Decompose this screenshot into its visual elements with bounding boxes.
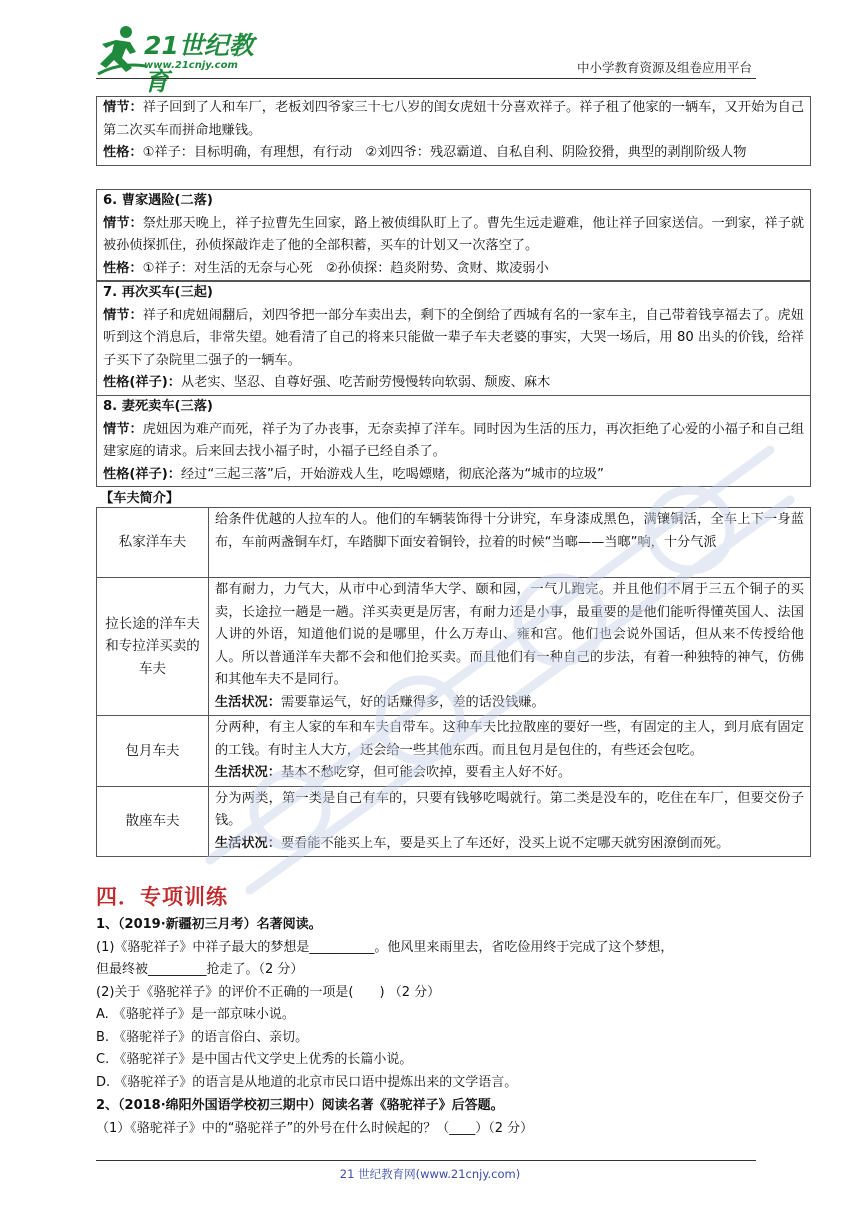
car-type-desc: 给条件优越的人拉车的人。他们的车辆装饰得十分讲究，车身漆成黑色，满镶铜活，全车上下一身蓝布，车前两盏铜车灯，车踏脚下面安着铜铃，拉着的时候“当啷——当啷”响，十分气派: [209, 508, 811, 578]
plot-section-8: [96, 395, 811, 487]
section-title: 6. 曹家遇险(二落): [103, 193, 213, 208]
section-title: 7. 再次买车(三起): [103, 285, 213, 300]
question-line: (1)《骆驼祥子》中祥子最大的梦想是__________。他风里来雨里去，省吃俭用终于完成了这个梦想，: [96, 939, 674, 955]
question-head: 2、（2018·绵阳外国语学校初三期中）阅读名著《骆驼祥子》后答题。: [96, 1098, 504, 1113]
header-divider: [96, 78, 756, 79]
plot-line: 情节：虎妞因为难产而死，祥子为了办丧事，无奈卖掉了洋车。同时因为生活的压力，再次拒绝了心爱的小福子和自己组建家庭的请求。后来回去找小福子时，小福子已经自杀了。: [103, 421, 805, 459]
plot-section-5: [96, 96, 811, 166]
footer-divider: [96, 1160, 756, 1161]
plot-line: 情节：祥子回到了人和车厂，老板刘四爷家三十七八岁的闺女虎妞十分喜欢祥子。祥子租了他家的一辆车，又开始为自己第二次买车而拼命地赚钱。: [103, 100, 805, 138]
option-a: A. 《骆驼祥子》是一部京味小说。: [96, 1007, 295, 1022]
trait-line: 性格：①祥子：目标明确，有理想，有行动 ②刘四爷：残忍霸道、自私自利、阴险狡猾，典型的剥削阶级人物: [103, 145, 747, 160]
car-type-name: 散座车夫: [97, 786, 209, 857]
plot-line: 情节：祥子和虎妞闹翻后，刘四爷把一部分车卖出去，剩下的全倒给了西城有名的一家车主，自己带着钱享福去了。虎妞听到这个消息后，非常失望。她看清了自己的将来只能做一辈子车夫老婆的事实，大哭一场后，用 80 出头的价钱，给祥子买下了杂院里二强子的一辆车。: [103, 307, 805, 368]
question-line: 但最终被_________抢走了。（2 分）: [96, 962, 304, 977]
question-line: （1）《骆驼祥子》中的“骆驼祥子”的外号在什么时候起的？（____）（2 分）: [96, 1120, 534, 1136]
section-title: 8. 妻死卖车(三落): [103, 399, 213, 414]
question-head: 1、（2019·新疆初三月考）名著阅读。: [96, 917, 322, 932]
car-type-name: 包月车夫: [97, 716, 209, 787]
trait-line: 性格：①祥子：对生活的无奈与心死 ②孙侦探：趋炎附势、贪财、欺凌弱小: [103, 260, 549, 276]
runner-logo-icon: [96, 22, 148, 78]
car-type-desc: 分为两类，第一类是自己有车的，只要有钱够吃喝就行。第二类是没车的，吃住在车厂，但要交份子钱。 生活状况：要看能不能买上车，要是买上了车还好，没买上说不定哪天就穷困潦倒而死。: [209, 786, 811, 857]
option-c: C. 《骆驼祥子》是中国古代文学史上优秀的长篇小说。: [96, 1052, 413, 1067]
table-row: [97, 578, 811, 716]
trait-line: 性格(祥子)：经过“三起三落”后，开始游戏人生，吃喝嫖赌，彻底沦落为“城市的垃圾”: [103, 466, 604, 482]
car-type-desc: 都有耐力，力气大，从市中心到清华大学、颐和园，一气儿跑完。并且他们不屑于三五个铜子的买卖，长途拉一趟是一趟。洋买卖更是厉害，有耐力还是小事，最重要的是他们能听得懂英国人、法国人讲的外语，知道他们说的是哪里，什么万寿山、雍和宫。他们也会说外国话，但从来不传授给他人。所以普通洋车夫都不会和他们抢买卖。而且他们有一种自己的步法，有着一种独特的神气，仿佛和其他车夫不是同行。 生活状况：需要靠运气，好的话赚得多，差的话没钱赚。: [209, 578, 811, 716]
plot-section-7: [96, 281, 811, 396]
platform-name: 中小学教育资源及组卷应用平台: [576, 60, 752, 75]
site-logo: [96, 22, 266, 96]
logo-url: www.21cnjy.com: [144, 60, 238, 71]
car-type-desc: 分两种，有主人家的车和车夫自带车。这种车夫比拉散座的要好一些，有固定的主人，到月底有固定的工钱。有时主人大方，还会给一些其他东西。而且包月是包住的，有些还会包吃。 生活状况：基本不愁吃穿，但可能会吹掉，要看主人好不好。: [209, 716, 811, 787]
car-intro-label: 【车夫简介】: [100, 491, 180, 506]
section-heading: 四．专项训练: [96, 885, 228, 909]
car-type-name: 私家洋车夫: [97, 508, 209, 578]
car-type-name: 拉长途的洋车夫和专拉洋买卖的车夫: [97, 578, 209, 716]
logo-text: 21世纪教育: [144, 31, 254, 96]
table-row: [97, 786, 811, 857]
table-row: [97, 508, 811, 578]
page-header: [96, 22, 756, 96]
trait-line: 性格(祥子)：从老实、坚忍、自尊好强、吃苦耐劳慢慢转向软弱、颓废、麻木: [103, 375, 551, 390]
option-d: D. 《骆驼祥子》的语言是从地道的北京市民口语中提炼出来的文学语言。: [96, 1074, 518, 1090]
car-types-table: [96, 507, 811, 857]
question-1: [96, 914, 811, 1094]
plot-section-6: [96, 189, 811, 281]
table-row: [97, 716, 811, 787]
question-2: [96, 1095, 811, 1140]
plot-line: 情节：祭灶那天晚上，祥子拉曹先生回家，路上被侦缉队盯上了。曹先生远走避难，他让祥子回家送信。一到家，祥子就被孙侦探抓住，孙侦探敲诈走了他的全部积蓄，买车的计划又一次落空了。: [103, 215, 805, 253]
option-b: B. 《骆驼祥子》的语言俗白、亲切。: [96, 1029, 309, 1045]
page-footer: 21 世纪教育网(www.21cnjy.com): [339, 1167, 521, 1181]
question-line: (2)关于《骆驼祥子》的评价不正确的一项是( ) （2 分）: [96, 984, 441, 1000]
